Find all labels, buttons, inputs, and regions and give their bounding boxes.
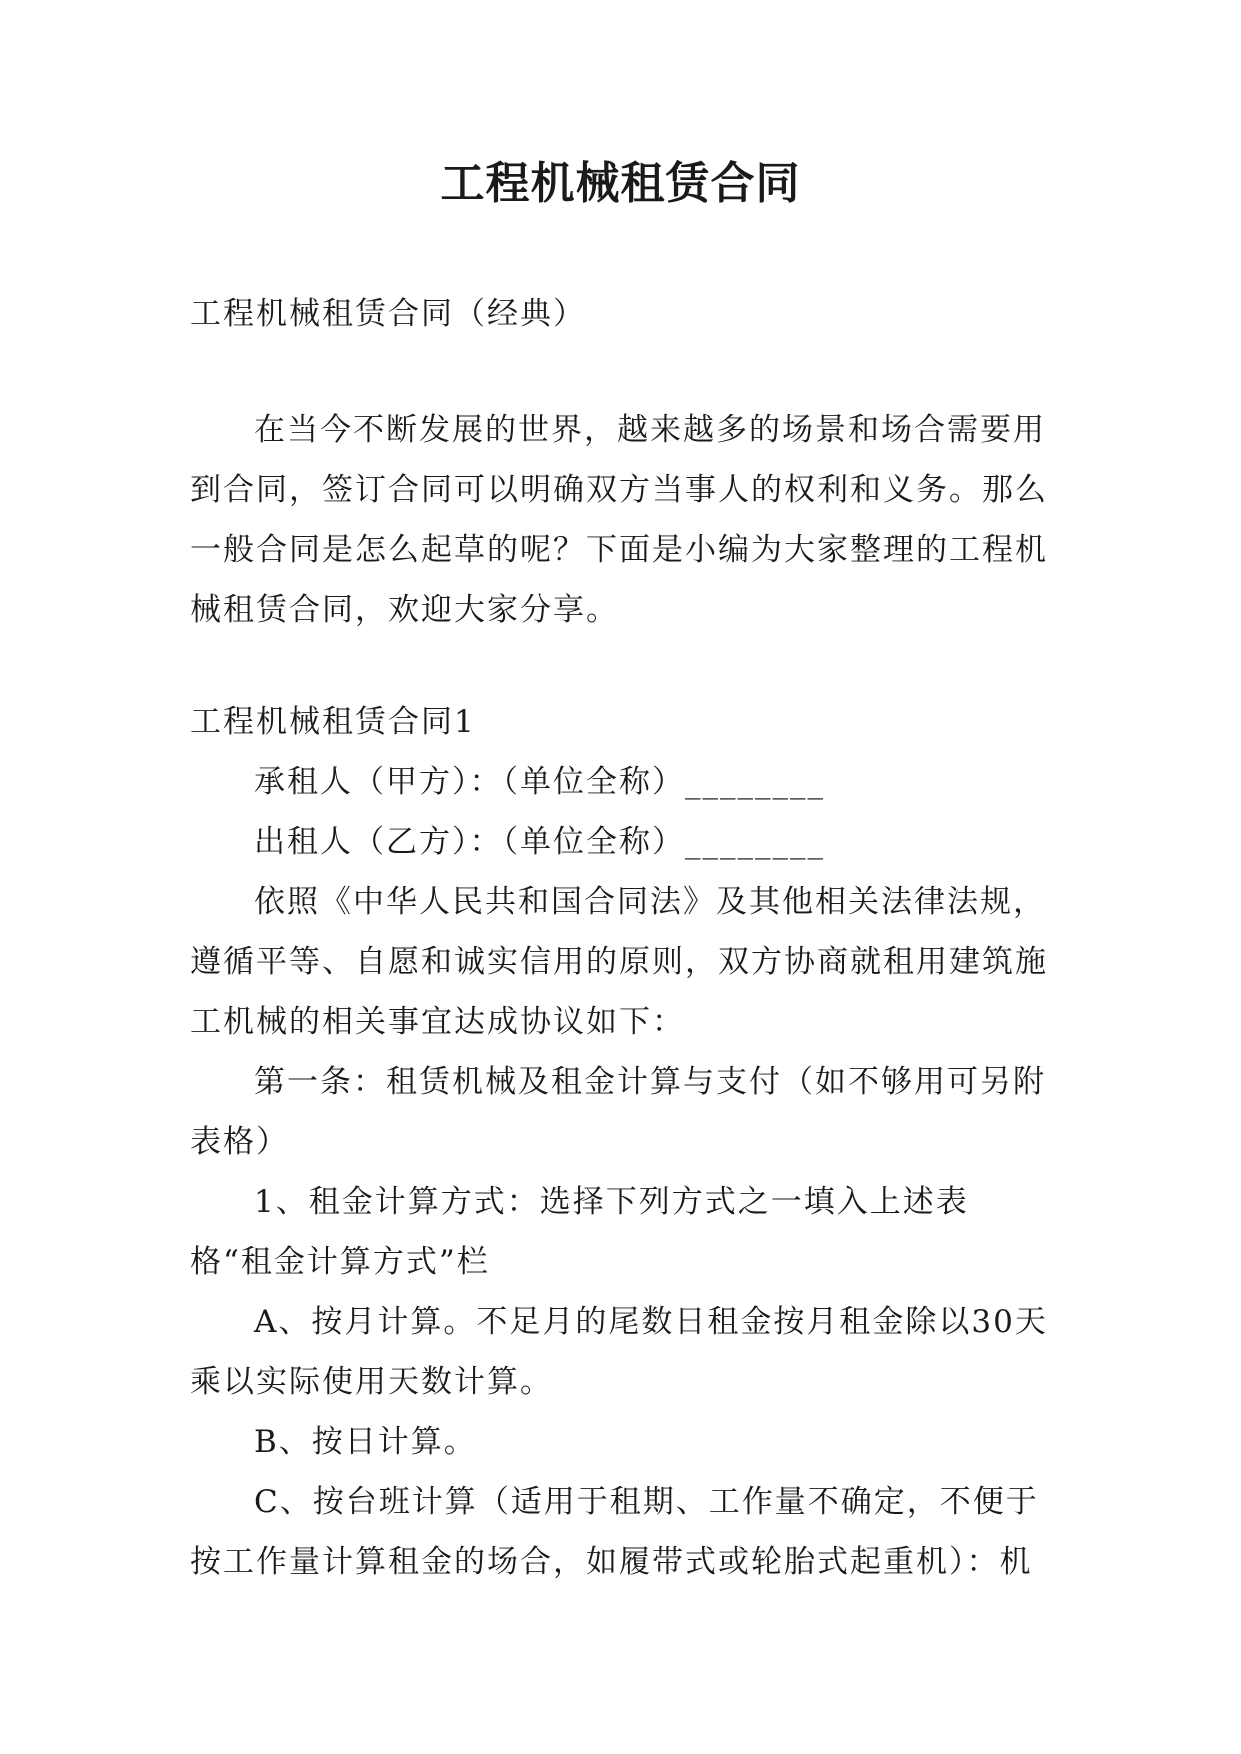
lessor-line: 出租人（乙方）：（单位全称）________ [254,824,825,860]
lessee-line: 承租人（甲方）：（单位全称）________ [254,764,825,800]
intro-paragraph: 在当今不断发展的世界，越来越多的场景和场合需要用到合同，签订合同可以明确双方当事人的权利和义务。那么一般合同是怎么起草的呢？下面是小编为大家整理的工程机械租赁合同，欢迎大家分享。 [190,412,1048,628]
rent-calculation-item: 1、租金计算方式：选择下列方式之一填入上述表格“租金计算方式”栏 [190,1184,969,1280]
document-subtitle-block [190,284,1050,344]
article-1-heading: 第一条：租赁机械及租金计算与支付（如不够用可另附表格） [190,1064,1046,1160]
contract-body [190,692,1050,1592]
intro-block [190,400,1050,640]
section-heading: 工程机械租赁合同1 [190,704,476,740]
option-a-paragraph: A、按月计算。不足月的尾数日租金按月租金除以30天乘以实际使用天数计算。 [190,1304,1048,1400]
document-subtitle: 工程机械租赁合同（经典） [190,296,586,332]
option-b-paragraph: B、按日计算。 [254,1424,477,1460]
option-c-paragraph: C、按台班计算（适用于租期、工作量不确定，不便于按工作量计算租金的场合，如履带式或轮胎式起重机）：机 [190,1484,1039,1580]
document-title: 工程机械租赁合同 [440,158,801,209]
legal-basis-paragraph: 依照《中华人民共和国合同法》及其他相关法律法规，遵循平等、自愿和诚实信用的原则，双方协商就租用建筑施工机械的相关事宜达成协议如下： [190,884,1048,1040]
